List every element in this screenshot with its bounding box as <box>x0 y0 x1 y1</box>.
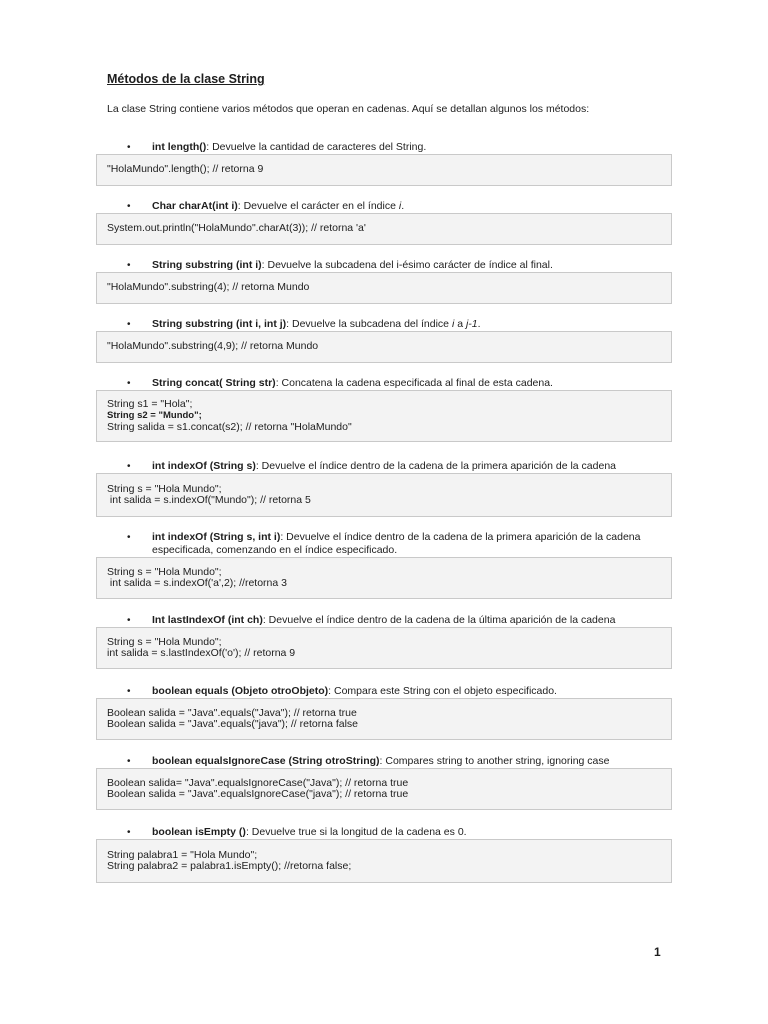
bullet-icon: • <box>127 461 131 472</box>
code-line: String s = "Hola Mundo"; <box>107 565 222 578</box>
method-signature: boolean isEmpty () <box>152 826 246 838</box>
code-example <box>96 839 672 883</box>
method-description: : Devuelve true si la longitud de la cadena es 0. <box>245 826 467 838</box>
method-description: : Devuelve la subcadena del índice <box>286 318 452 330</box>
method-description: : Compara este String con el objeto especificado. <box>328 685 557 697</box>
bullet-icon: • <box>127 827 131 838</box>
code-example <box>96 473 672 517</box>
code-line: Boolean salida= "Java".equalsIgnoreCase("Java"); // retorna true <box>107 776 409 789</box>
code-example <box>96 557 672 599</box>
code-line: "HolaMundo".length(); // retorna 9 <box>107 163 264 176</box>
code-example <box>96 627 672 669</box>
code-line: System.out.println("HolaMundo".charAt(3)); // retorna 'a' <box>107 222 366 235</box>
code-line: String palabra2 = palabra1.isEmpty(); //retorna false; <box>107 860 352 872</box>
page-title: Métodos de la clase String <box>107 72 265 86</box>
bullet-icon: • <box>127 201 131 212</box>
bullet-icon: • <box>127 142 131 153</box>
code-line: String s = "Hola Mundo"; <box>107 635 222 648</box>
method-signature: int indexOf (String s, int i) <box>152 531 281 543</box>
method-signature: String concat( String str) <box>152 377 276 389</box>
code-line: Boolean salida = "Java".equals("Java"); // retorna true <box>107 706 357 719</box>
method-description-end: . <box>477 318 481 330</box>
method-description: : Compares string to another string, ignoring case <box>379 755 610 767</box>
bullet-icon: • <box>127 532 131 543</box>
method-description: : Devuelve el índice dentro de la cadena de la primera aparición de la cadena especificada, comenzando en el índice especificado. <box>152 531 641 556</box>
method-description: : Devuelve el carácter en el índice <box>237 200 399 212</box>
bullet-icon: • <box>127 260 131 271</box>
code-example <box>96 698 672 740</box>
method-description: : Devuelve el índice dentro de la cadena de la primera aparición de la cadena <box>255 460 616 472</box>
method-description: : Devuelve el índice dentro de la cadena de la última aparición de la cadena <box>262 614 616 626</box>
code-line: String palabra1 = "Hola Mundo"; <box>107 848 258 861</box>
method-signature: String substring (int i, int j) <box>152 318 287 330</box>
method-description: : Devuelve la cantidad de caracteres del String. <box>206 141 427 153</box>
code-example <box>96 331 672 363</box>
bullet-icon: • <box>127 756 131 767</box>
method-signature: int length() <box>152 141 207 153</box>
method-signature: Int lastIndexOf (int ch) <box>152 614 263 626</box>
code-line: String s2 = "Mundo"; <box>107 410 202 422</box>
intro-paragraph: La clase String contiene varios métodos que operan en cadenas. Aquí se detallan algunos los métodos: <box>107 103 590 115</box>
bullet-icon: • <box>127 686 131 697</box>
code-line: String s1 = "Hola"; <box>107 397 193 410</box>
method-signature: boolean equalsIgnoreCase (String otroString) <box>152 755 380 767</box>
code-line: Boolean salida = "Java".equalsIgnoreCase("java"); // retorna true <box>107 788 409 800</box>
code-line: int salida = s.indexOf('a',2); //retorna 3 <box>107 577 287 589</box>
code-line: Boolean salida = "Java".equals("java"); // retorna false <box>107 718 359 730</box>
code-line: int salida = s.indexOf("Mundo"); // retorna 5 <box>107 494 311 506</box>
method-signature: int indexOf (String s) <box>152 460 256 472</box>
code-example <box>96 213 672 245</box>
method-description: : Devuelve la subcadena del i-ésimo carácter de índice al final. <box>261 259 553 271</box>
method-signature: boolean equals (Objeto otroObjeto) <box>152 685 329 697</box>
code-example <box>96 390 672 442</box>
method-signature: Char charAt(int i) <box>152 200 238 212</box>
code-example <box>96 154 672 186</box>
bullet-icon: • <box>127 378 131 389</box>
bullet-icon: • <box>127 319 131 330</box>
page-number: 1 <box>654 945 661 959</box>
method-description-end: . <box>401 200 405 212</box>
code-line: String salida = s1.concat(s2); // retorna "HolaMundo" <box>107 420 352 433</box>
method-signature: String substring (int i) <box>152 259 262 271</box>
bullet-icon: • <box>127 615 131 626</box>
code-example <box>96 768 672 810</box>
code-line: "HolaMundo".substring(4,9); // retorna Mundo <box>107 340 319 353</box>
method-description: : Concatena la cadena especificada al final de esta cadena. <box>275 377 553 389</box>
code-line: "HolaMundo".substring(4); // retorna Mundo <box>107 281 310 294</box>
code-line: int salida = s.lastIndexOf('o'); // retorna 9 <box>107 647 296 659</box>
code-line: String s = "Hola Mundo"; <box>107 482 222 495</box>
method-description-italic-2: j-1 <box>465 318 478 330</box>
method-description-mid: a <box>454 318 466 330</box>
code-example <box>96 272 672 304</box>
method-description-italic: i <box>398 200 402 212</box>
method-description-italic: i <box>451 318 455 330</box>
